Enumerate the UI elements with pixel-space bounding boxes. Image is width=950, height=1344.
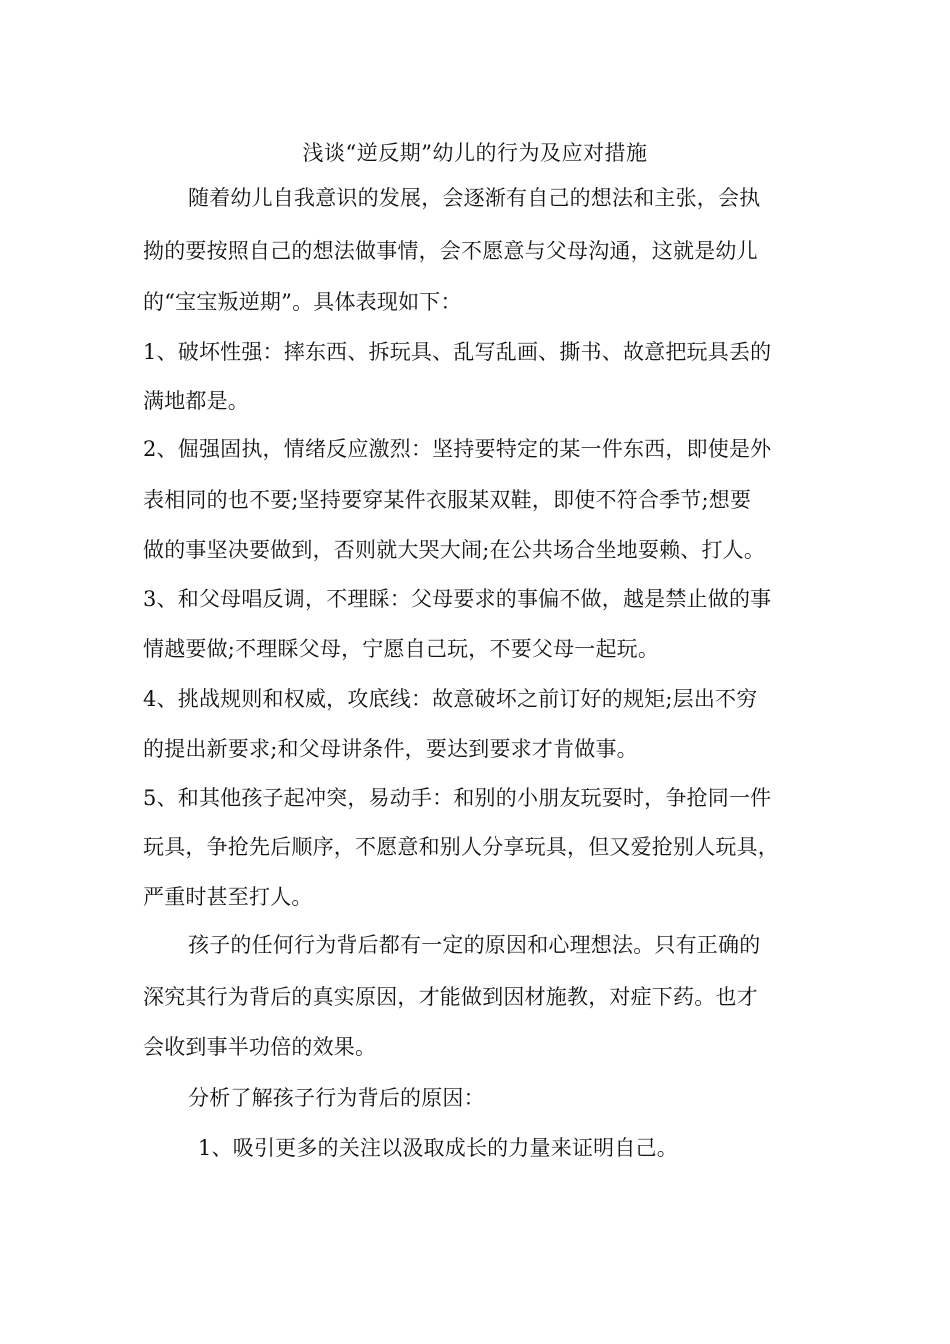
text-line: 拗的要按照自己的想法做事情，会不愿意与父母沟通，这就是幼儿: [143, 239, 758, 263]
text-line: 情越要做;不理睬父母，宁愿自己玩，不要父母一起玩。: [143, 637, 660, 661]
text-line: 1、吸引更多的关注以汲取成长的力量来证明自己。: [198, 1136, 678, 1160]
text-line: 的“宝宝叛逆期”。具体表现如下：: [143, 290, 462, 314]
text-line: 随着幼儿自我意识的发展，会逐渐有自己的想法和主张，会执: [188, 186, 761, 210]
text-line: 深究其行为背后的真实原因，才能做到因材施教，对症下药。也才: [143, 985, 758, 1009]
text-line: 的提出新要求;和父母讲条件，要达到要求才肯做事。: [143, 737, 638, 761]
text-line: 3、和父母唱反调，不理睬：父母要求的事偏不做，越是禁止做的事: [143, 587, 772, 611]
text-line: 严重时甚至打人。: [143, 885, 313, 909]
text-line: 孩子的任何行为背后都有一定的原因和心理想法。只有正确的: [188, 933, 761, 957]
document-title: 浅谈“逆反期”幼儿的行为及应对措施: [302, 141, 648, 165]
text-line: 5、和其他孩子起冲突，易动手：和别的小朋友玩耍时，争抢同一件: [143, 786, 772, 810]
text-line: 会收到事半功倍的效果。: [143, 1035, 377, 1059]
text-line: 表相同的也不要;坚持要穿某件衣服某双鞋，即使不符合季节;想要: [143, 488, 752, 512]
text-line: 1、破坏性强：摔东西、拆玩具、乱写乱画、撕书、故意把玩具丢的: [143, 340, 772, 364]
text-line: 满地都是。: [143, 389, 249, 413]
text-line: 玩具，争抢先后顺序，不愿意和别人分享玩具，但又爱抢别人玩具，: [143, 835, 779, 859]
text-line: 分析了解孩子行为背后的原因：: [188, 1086, 485, 1110]
text-line: 2、倔强固执，情绪反应激烈：坚持要特定的某一件东西，即使是外: [143, 437, 772, 461]
text-line: 4、挑战规则和权威，攻底线：故意破坏之前订好的规矩;层出不穷: [143, 687, 758, 711]
text-line: 做的事坚决要做到，否则就大哭大闹;在公共场合坐地耍赖、打人。: [143, 538, 766, 562]
